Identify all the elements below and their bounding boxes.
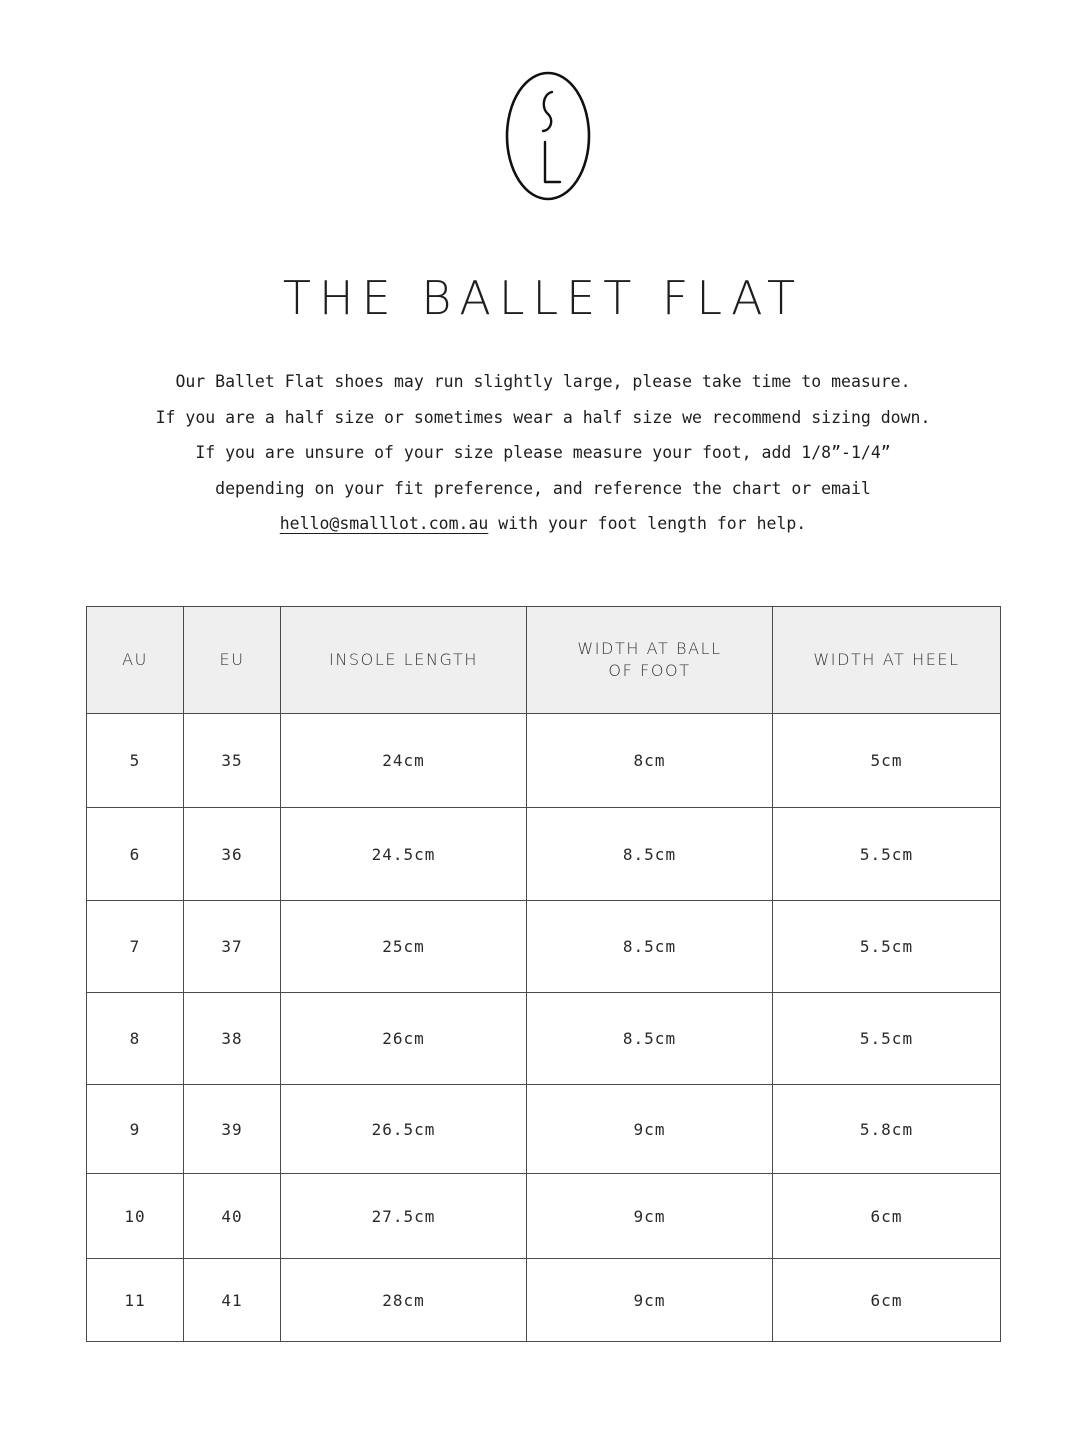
cell-width-heel: 5cm [773,714,1001,808]
cell-width-ball: 8cm [527,714,773,808]
cell-eu: 35 [184,714,281,808]
cell-au: 9 [87,1085,184,1174]
cell-insole-length: 28cm [281,1259,527,1342]
cell-insole-length: 26.5cm [281,1085,527,1174]
cell-width-ball: 8.5cm [527,901,773,993]
cell-au: 11 [87,1259,184,1342]
column-header-width-at-heel: WIDTH AT HEEL [773,607,1001,714]
cell-eu: 40 [184,1174,281,1259]
table-row [87,1174,1001,1259]
intro-line: depending on your fit preference, and reference the chart or email [215,478,871,498]
column-header-au: AU [87,607,184,714]
cell-width-heel: 6cm [773,1174,1001,1259]
table-row [87,1085,1001,1174]
table-row [87,714,1001,808]
cell-eu: 38 [184,993,281,1085]
table-row [87,808,1001,901]
intro-text [60,364,1026,542]
cell-eu: 39 [184,1085,281,1174]
table-header-row [87,607,1001,714]
cell-eu: 41 [184,1259,281,1342]
intro-line: Our Ballet Flat shoes may run slightly large, please take time to measure. [175,372,911,391]
cell-au: 5 [87,714,184,808]
cell-width-heel: 5.8cm [773,1085,1001,1174]
cell-width-heel: 5.5cm [773,808,1001,901]
cell-insole-length: 26cm [281,993,527,1085]
column-header-eu: EU [184,607,281,714]
cell-width-ball: 9cm [527,1174,773,1259]
cell-insole-length: 24cm [281,714,527,808]
intro-email-suffix: with your foot length for help. [488,514,807,533]
cell-insole-length: 24.5cm [281,808,527,901]
cell-insole-length: 27.5cm [281,1174,527,1259]
intro-line: If you are unsure of your size please measure your foot, add 1/8”-1/4” [195,443,891,462]
table-row [87,1259,1001,1342]
cell-width-ball: 9cm [527,1085,773,1174]
cell-au: 10 [87,1174,184,1259]
cell-width-ball: 8.5cm [527,808,773,901]
column-header-insole-length: INSOLE LENGTH [281,607,527,714]
cell-au: 6 [87,808,184,901]
sl-monogram-logo [505,70,591,202]
cell-width-heel: 5.5cm [773,993,1001,1085]
column-header-width-at-ball: WIDTH AT BALL OF FOOT [527,607,773,714]
intro-line-last [60,506,1026,542]
table-row [87,901,1001,993]
cell-width-ball: 8.5cm [527,993,773,1085]
cell-width-ball: 9cm [527,1259,773,1342]
size-chart-table [86,606,1001,1342]
cell-width-heel: 5.5cm [773,901,1001,993]
cell-au: 8 [87,993,184,1085]
email-link[interactable]: hello@smalllot.com.au [279,514,489,533]
cell-eu: 37 [184,901,281,993]
cell-au: 7 [87,901,184,993]
page-title: THE BALLET FLAT [282,271,804,325]
cell-insole-length: 25cm [281,901,527,993]
intro-line: If you are a half size or sometimes wear a half size we recommend sizing down. [155,407,931,427]
table-row [87,993,1001,1085]
cell-width-heel: 6cm [773,1259,1001,1342]
cell-eu: 36 [184,808,281,901]
